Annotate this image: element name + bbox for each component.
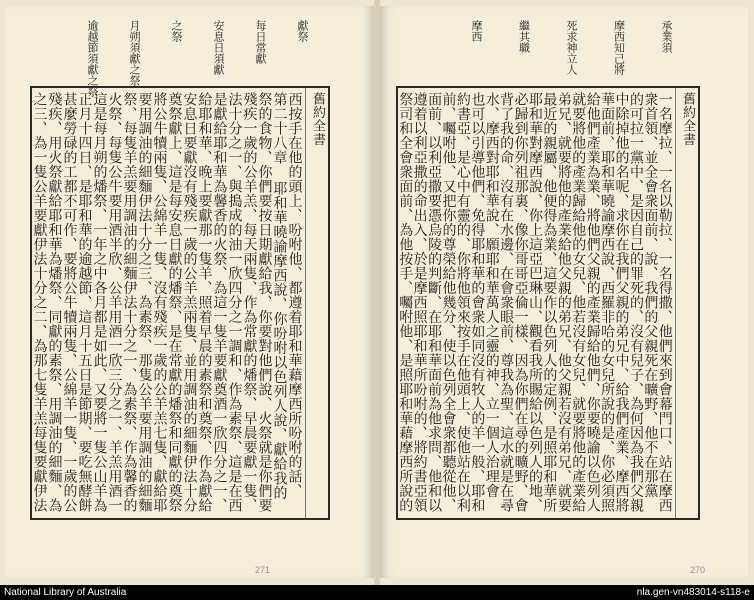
right-margin-heading [678,92,696,514]
right-text-column: 給他們產業為業、將他們父親的產業歸給他們、你要曉諭以色列人 [584,92,601,513]
right-margin-note: 承業須 [660,20,673,53]
left-text-column: 安息日要獻沒有殘疾一歲的公羊羔兩隻、並用調油的細麵伊法十分 [181,92,198,513]
left-text-column: 法十分之一、與搗成的油一欣四分之一調和、作為素祭、這是在西 [226,92,243,513]
left-text-column: 將公牛犢兩隻、公綿羊一隻、沒有殘疾一歲的公羊羔七隻、獻給耶 [151,92,168,513]
left-text-column: 祭的食物、你們要按日期獻給我、你要對他們說、火祭就是你們要 [256,92,273,513]
left-text-column: 殘疾、用火祭獻給耶和華為燔祭、同獻的素祭、用調油的細麵、為 [46,92,63,513]
right-text-column: 也可以引導他們、免得耶和華的會衆如同沒有牧人的羊一般、耶和 [469,92,486,513]
right-text-column: 必歸到你列祖那裏、像你哥哥亞倫一樣、因為你們在尋的曠野、會 [512,92,529,513]
left-text-column: 祭、每隻羊羔要用調油的細麵伊法十分之一、為素祭、作為馨香的 [121,92,138,513]
footer-library-name: National Library of Australia [4,587,127,598]
left-margin-heading [308,92,326,514]
right-margin-note: 繼其職 [517,20,531,53]
left-text-column: 之三、為一隻公羊要獻伊法十分之二、為那七隻羊羔每隻要獻伊法 [31,92,48,513]
left-text-column: 正月十四日、是耶和華的逾越節、這月十五日是節期、要吃無酵餅 [76,92,93,513]
left-text-column: 這是每月朔的燔祭、一年之中各月都是如此、又要將一隻公山羊為 [91,92,108,513]
right-book-title: 舊約全書 [680,92,695,146]
right-text-column: 約書亞、是心中有靈的、你將他領來按手在他頭上、使他站在以利 [454,92,471,513]
right-text-column: 耶和華對摩西說、你上這亞巴琳山、觀看我所賜給以色列人的地、 [527,92,543,513]
right-text-column: 衆首領、並全會衆面前、說、我們的父親死在曠野、他不在那黨 [642,92,659,498]
right-text-column: 最近的親屬、他便得為業、這要作以色列人的定例、是照耶和華所 [541,92,558,513]
pencil-mark-left: 271 [255,565,271,575]
right-margin-note: 死求神立人 [565,20,578,75]
left-text-column: 甚麼勞碌的工都不可作、要將公牛犢兩隻、公綿羊一隻、一歲的公 [61,92,78,513]
left-text-column: 給耶和華、晚上要獻那一隻羊、照着早晨的素祭和奠祭、作為獻給 [196,92,213,513]
right-heading-rule [675,88,676,518]
footer-bar [0,585,754,600]
right-text-column: 遵着以利亞撒的命出入、於是摩西照耶和華所吩咐的、將約書亞領 [411,92,428,513]
left-text-column: 第二十八章 耶和華曉諭摩西說、你吩咐以色列人說、獻給我的 [271,92,288,500]
right-text-column: 面前、以利亞撒要憑烏陵的判斷、在耶和華面前為他求問、他和以 [426,92,443,513]
left-margin-note: 獻祭 [296,20,309,42]
left-heading-rule [305,88,306,518]
right-margin-note: 摩西 [470,20,483,42]
left-book-title: 舊約全書 [310,92,325,146]
right-text-column: 華面前、耶和華曉諭摩西說、西羅非哈的女兒所說的是、你必須照 [599,92,616,513]
left-text-column: 殘疾一歲的公羊羔、每天兩隻、作為常獻的燔祭、早晨要獻一隻、 [241,92,258,513]
right-text-column: 背了我的命、沒有在水邊、在會衆眼前、尊我為聖、這水就是在尋 [498,92,515,513]
right-text-column: 的可拉一黨中、是因自己的罪死的、沒有兒子、為何因為我們父親 [627,92,644,513]
right-margin-note: 摩西知己將 [612,20,626,75]
left-text-column: 火祭、每隻公牛要用酒半欣、公羊用酒一欣三分之一、羊羔用酒一 [106,92,123,513]
left-text-column: 奠祭獻上、這是每安息日獻的燔祭、是在常獻的燔祭和同獻的奠祭 [166,92,183,513]
footer-identifier: nla.gen-vn483014-s118-e [636,587,750,598]
left-text-frame [30,86,330,520]
right-text-column: 一名摩拉、一名以勒拉、一名得撒、他們來到會幕門口、站在摩西 [656,92,673,513]
left-text-column: 西按手在他的頭上、吩咐他、都遵着耶和華藉摩西所吩咐的話、 [286,92,303,498]
left-margin-note: 之祭 [170,20,183,42]
left-text-column: 是獻給耶和華為馨香的火祭、為這一隻羊要獻奠酒一欣四分之一、 [211,92,228,513]
right-text-frame [396,86,700,520]
right-text-column: 祭司和全會衆面前、為他按手、囑咐他、是照耶和華藉摩西所說的 [397,92,414,513]
right-text-column: 就要將他的產業歸給他的女兒、他若沒有女兒、就要將他的產業給 [570,92,587,513]
right-text-column: 前、囑咐他、又把你的尊榮給他幾分、使以色列全會衆都聽從他、 [440,92,457,513]
right-text-column: 中除掉他的名呢、求你在我們父親的弟兄中、給我們產業、摩西將 [613,92,630,513]
left-text-column: 要用調油的細麵伊法十分之三、為素祭、那隻公羊要用調油的細麵 [136,92,153,513]
pencil-mark-right: 270 [690,565,706,575]
right-text-column: 水、摩西對耶和華說、願耶和華萬人之靈的神、立一個人治理會 [483,92,500,498]
left-margin-note: 逾越節須獻之祭 [86,20,99,97]
right-text-column: 弟兄、就要將他的產業給他父親的弟兄、他父親若沒有弟兄、就要 [555,92,572,513]
left-margin-note: 每日常獻 [254,20,267,64]
left-margin-note: 月朔須獻之祭 [128,20,141,86]
left-margin-note: 安息日須獻 [212,20,225,75]
